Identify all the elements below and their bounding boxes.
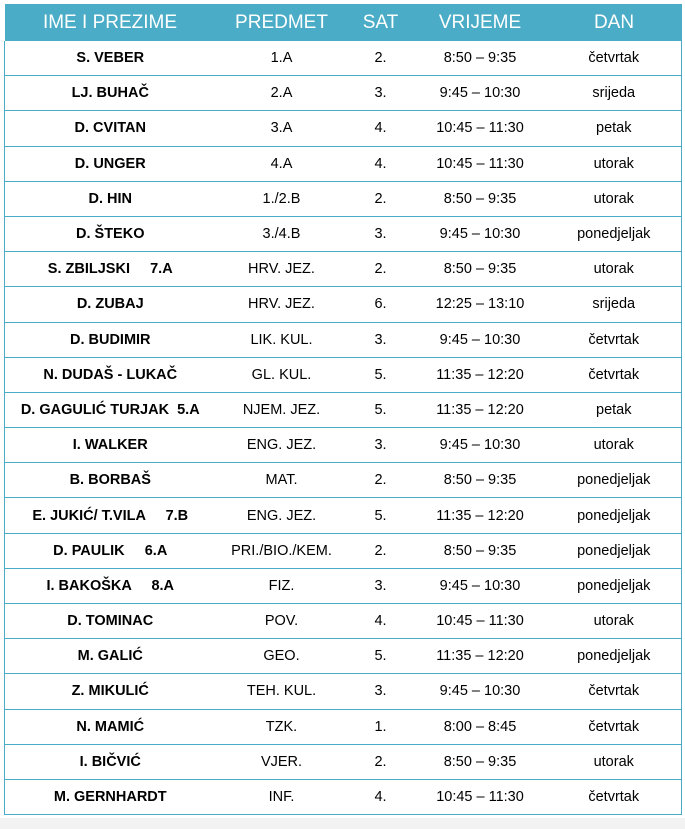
- cell-time: 11:35 – 12:20: [414, 639, 547, 674]
- cell-time: 10:45 – 11:30: [414, 111, 547, 146]
- table-row: [5, 568, 682, 603]
- cell-day: četvrtak: [547, 357, 682, 392]
- table-row: [5, 744, 682, 779]
- cell-day: utorak: [547, 146, 682, 181]
- table-row: [5, 533, 682, 568]
- cell-name: S. VEBER: [5, 41, 216, 76]
- cell-period: 4.: [348, 779, 414, 814]
- cell-name: B. BORBAŠ: [5, 463, 216, 498]
- cell-subject: 2.A: [216, 76, 348, 111]
- header-period: SAT: [348, 4, 414, 41]
- cell-day: ponedjeljak: [547, 568, 682, 603]
- cell-subject: INF.: [216, 779, 348, 814]
- bottom-band: [0, 818, 685, 829]
- table-row: [5, 181, 682, 216]
- cell-time: 8:50 – 9:35: [414, 744, 547, 779]
- header-row: [5, 4, 682, 41]
- cell-day: četvrtak: [547, 779, 682, 814]
- cell-name: D. ZUBAJ: [5, 287, 216, 322]
- cell-subject: POV.: [216, 604, 348, 639]
- table-row: [5, 216, 682, 251]
- cell-day: ponedjeljak: [547, 639, 682, 674]
- table-row: [5, 674, 682, 709]
- cell-name: I. BAKOŠKA 8.A: [5, 568, 216, 603]
- cell-day: četvrtak: [547, 709, 682, 744]
- cell-period: 3.: [348, 322, 414, 357]
- cell-time: 12:25 – 13:10: [414, 287, 547, 322]
- cell-name: I. WALKER: [5, 428, 216, 463]
- cell-name: N. DUDAŠ - LUKAČ: [5, 357, 216, 392]
- cell-subject: ENG. JEZ.: [216, 428, 348, 463]
- cell-subject: HRV. JEZ.: [216, 287, 348, 322]
- cell-day: četvrtak: [547, 41, 682, 76]
- cell-period: 4.: [348, 604, 414, 639]
- table-body: [5, 41, 682, 815]
- cell-period: 2.: [348, 41, 414, 76]
- table-row: [5, 146, 682, 181]
- table-row: [5, 111, 682, 146]
- table-row: [5, 604, 682, 639]
- table-row: [5, 498, 682, 533]
- cell-day: utorak: [547, 604, 682, 639]
- cell-name: M. GERNHARDT: [5, 779, 216, 814]
- cell-subject: FIZ.: [216, 568, 348, 603]
- cell-day: četvrtak: [547, 322, 682, 357]
- cell-name: D. TOMINAC: [5, 604, 216, 639]
- cell-day: petak: [547, 392, 682, 427]
- cell-name: D. HIN: [5, 181, 216, 216]
- table-row: [5, 709, 682, 744]
- header-time: VRIJEME: [414, 4, 547, 41]
- cell-subject: GL. KUL.: [216, 357, 348, 392]
- cell-day: četvrtak: [547, 674, 682, 709]
- cell-subject: 3.A: [216, 111, 348, 146]
- cell-subject: ENG. JEZ.: [216, 498, 348, 533]
- cell-subject: VJER.: [216, 744, 348, 779]
- cell-period: 5.: [348, 639, 414, 674]
- cell-time: 8:50 – 9:35: [414, 463, 547, 498]
- cell-name: Z. MIKULIĆ: [5, 674, 216, 709]
- cell-period: 4.: [348, 146, 414, 181]
- cell-time: 11:35 – 12:20: [414, 392, 547, 427]
- cell-name: D. ŠTEKO: [5, 216, 216, 251]
- cell-subject: MAT.: [216, 463, 348, 498]
- table-row: [5, 76, 682, 111]
- cell-time: 10:45 – 11:30: [414, 604, 547, 639]
- cell-time: 9:45 – 10:30: [414, 428, 547, 463]
- cell-day: petak: [547, 111, 682, 146]
- cell-name: I. BIČVIĆ: [5, 744, 216, 779]
- cell-name: D. GAGULIĆ TURJAK 5.A: [5, 392, 216, 427]
- cell-day: ponedjeljak: [547, 533, 682, 568]
- cell-subject: 1.A: [216, 41, 348, 76]
- cell-period: 5.: [348, 392, 414, 427]
- cell-time: 9:45 – 10:30: [414, 216, 547, 251]
- cell-period: 3.: [348, 674, 414, 709]
- cell-time: 9:45 – 10:30: [414, 568, 547, 603]
- cell-time: 11:35 – 12:20: [414, 498, 547, 533]
- table-row: [5, 357, 682, 392]
- cell-name: D. UNGER: [5, 146, 216, 181]
- cell-name: LJ. BUHAČ: [5, 76, 216, 111]
- table-row: [5, 392, 682, 427]
- cell-time: 8:50 – 9:35: [414, 252, 547, 287]
- cell-day: srijeda: [547, 287, 682, 322]
- table-row: [5, 322, 682, 357]
- cell-period: 5.: [348, 357, 414, 392]
- cell-name: M. GALIĆ: [5, 639, 216, 674]
- cell-name: E. JUKIĆ/ T.VILA 7.B: [5, 498, 216, 533]
- cell-name: N. MAMIĆ: [5, 709, 216, 744]
- table-row: [5, 639, 682, 674]
- cell-day: ponedjeljak: [547, 463, 682, 498]
- cell-subject: LIK. KUL.: [216, 322, 348, 357]
- cell-period: 3.: [348, 216, 414, 251]
- cell-time: 11:35 – 12:20: [414, 357, 547, 392]
- cell-day: utorak: [547, 181, 682, 216]
- cell-name: D. BUDIMIR: [5, 322, 216, 357]
- cell-time: 10:45 – 11:30: [414, 146, 547, 181]
- cell-name: S. ZBILJSKI 7.A: [5, 252, 216, 287]
- cell-subject: TEH. KUL.: [216, 674, 348, 709]
- cell-day: ponedjeljak: [547, 216, 682, 251]
- header-subject: PREDMET: [216, 4, 348, 41]
- cell-time: 8:00 – 8:45: [414, 709, 547, 744]
- table-row: [5, 428, 682, 463]
- cell-period: 2.: [348, 463, 414, 498]
- cell-subject: GEO.: [216, 639, 348, 674]
- cell-time: 8:50 – 9:35: [414, 181, 547, 216]
- cell-subject: HRV. JEZ.: [216, 252, 348, 287]
- cell-time: 9:45 – 10:30: [414, 674, 547, 709]
- cell-day: ponedjeljak: [547, 498, 682, 533]
- header-name: IME I PREZIME: [5, 4, 216, 41]
- cell-day: srijeda: [547, 76, 682, 111]
- table-row: [5, 252, 682, 287]
- cell-time: 10:45 – 11:30: [414, 779, 547, 814]
- consultation-schedule-table: [4, 4, 682, 815]
- cell-period: 5.: [348, 498, 414, 533]
- cell-period: 3.: [348, 76, 414, 111]
- cell-name: D. CVITAN: [5, 111, 216, 146]
- table-row: [5, 41, 682, 76]
- cell-subject: 1./2.B: [216, 181, 348, 216]
- cell-day: utorak: [547, 744, 682, 779]
- cell-period: 2.: [348, 252, 414, 287]
- cell-period: 4.: [348, 111, 414, 146]
- cell-subject: 3./4.B: [216, 216, 348, 251]
- cell-day: utorak: [547, 252, 682, 287]
- cell-subject: TZK.: [216, 709, 348, 744]
- table-row: [5, 287, 682, 322]
- table-row: [5, 779, 682, 814]
- cell-time: 8:50 – 9:35: [414, 41, 547, 76]
- cell-subject: 4.A: [216, 146, 348, 181]
- header-day: DAN: [547, 4, 682, 41]
- cell-period: 2.: [348, 744, 414, 779]
- cell-period: 2.: [348, 533, 414, 568]
- cell-time: 9:45 – 10:30: [414, 76, 547, 111]
- cell-period: 3.: [348, 428, 414, 463]
- schedule-table-container: [4, 4, 681, 815]
- cell-period: 1.: [348, 709, 414, 744]
- table-header: [5, 4, 682, 41]
- cell-period: 3.: [348, 568, 414, 603]
- table-row: [5, 463, 682, 498]
- cell-subject: PRI./BIO./KEM.: [216, 533, 348, 568]
- cell-period: 6.: [348, 287, 414, 322]
- cell-day: utorak: [547, 428, 682, 463]
- cell-time: 9:45 – 10:30: [414, 322, 547, 357]
- cell-period: 2.: [348, 181, 414, 216]
- cell-time: 8:50 – 9:35: [414, 533, 547, 568]
- cell-name: D. PAULIK 6.A: [5, 533, 216, 568]
- cell-subject: NJEM. JEZ.: [216, 392, 348, 427]
